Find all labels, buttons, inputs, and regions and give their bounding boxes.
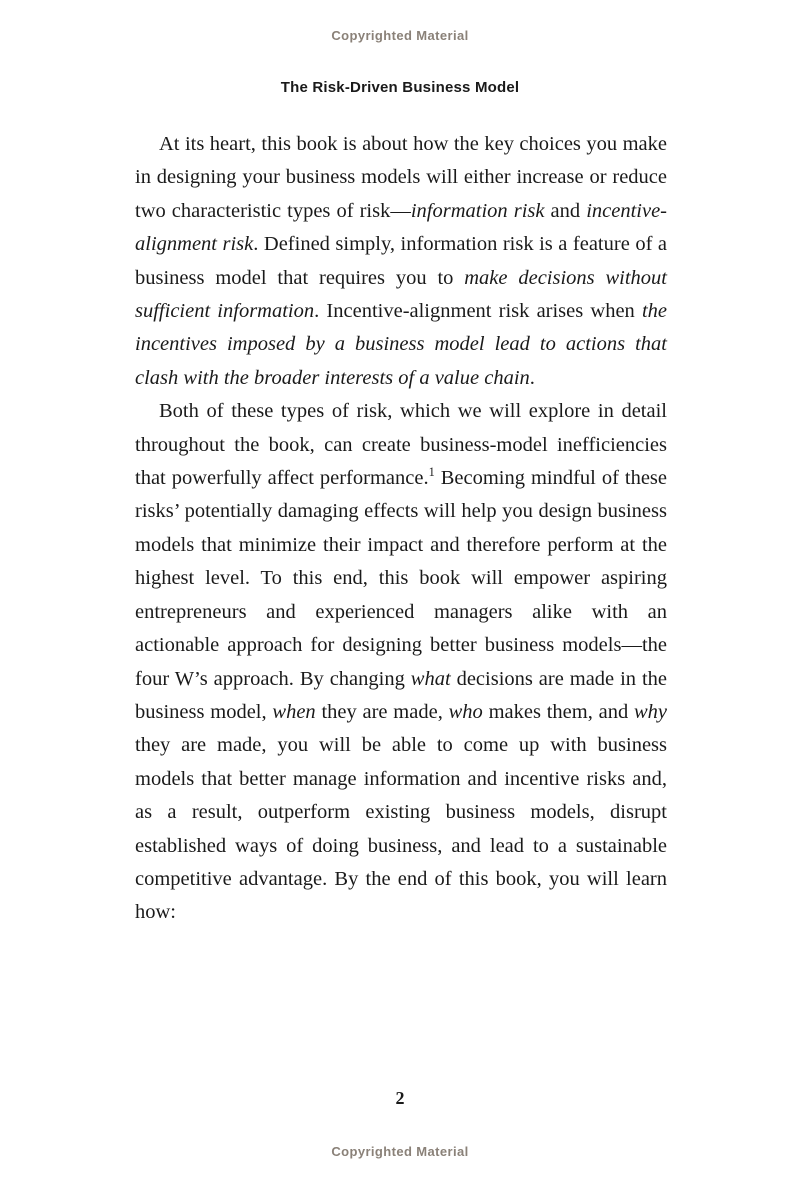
italic-text: when — [272, 700, 316, 723]
text-run: they are made, — [315, 700, 449, 723]
text-run: At its heart, this book is about how the key choices you make in designing your business models will either increase or reduce two characteristic types of risk— — [135, 133, 667, 222]
text-run: . — [529, 366, 535, 389]
text-run: makes them, and — [482, 700, 634, 723]
running-header: The Risk-Driven Business Model — [280, 79, 520, 96]
italic-text: why — [633, 700, 668, 723]
paragraph — [135, 395, 667, 930]
text-run: they are made, you will be able to come up with business models that better manage information and incentive risks and, as a result, outperform existing business models, disrupt established ways of doing business, and lead to a sustainable competitive advantage. By the end of this book, you will learn how: — [135, 734, 667, 924]
text-run: Both of these types of risk, which we will explore in detail throughout the book, can create business-model inefficiencies that powerfully affect performance. — [135, 400, 667, 490]
text-run: and — [544, 199, 587, 222]
italic-text: who — [448, 700, 483, 723]
text-run: decisions are made in the business model, — [135, 667, 668, 723]
text-run: Becoming mindful of these risks’ potentially damaging effects will help you design business models that minimize their impact and therefore perform at the highest level. To this end, this book will empower aspiring entrepreneurs and experienced managers alike with an actionable approach for designing better business models—the four W’s approach. By changing — [135, 467, 667, 690]
italic-text: information risk — [410, 199, 545, 222]
italic-text: incentive-alignment risk — [135, 199, 667, 256]
page-number: 2 — [395, 1088, 405, 1108]
italic-text: the incentives imposed by a business model lead to actions that clash with the broader interests of a value chain — [135, 300, 668, 389]
footnote-marker: 1 — [428, 465, 435, 480]
copyright-notice-bottom: Copyrighted Material — [331, 1144, 469, 1159]
body-text — [135, 128, 667, 930]
copyright-notice-top: Copyrighted Material — [331, 28, 469, 43]
italic-text: what — [410, 667, 451, 690]
paragraph — [135, 128, 667, 395]
text-run: . Incentive-alignment risk arises when — [314, 300, 642, 323]
italic-text: make decisions without sufficient information — [135, 266, 667, 323]
text-run: . Defined simply, information risk is a feature of a business model that requires you to — [135, 233, 667, 289]
